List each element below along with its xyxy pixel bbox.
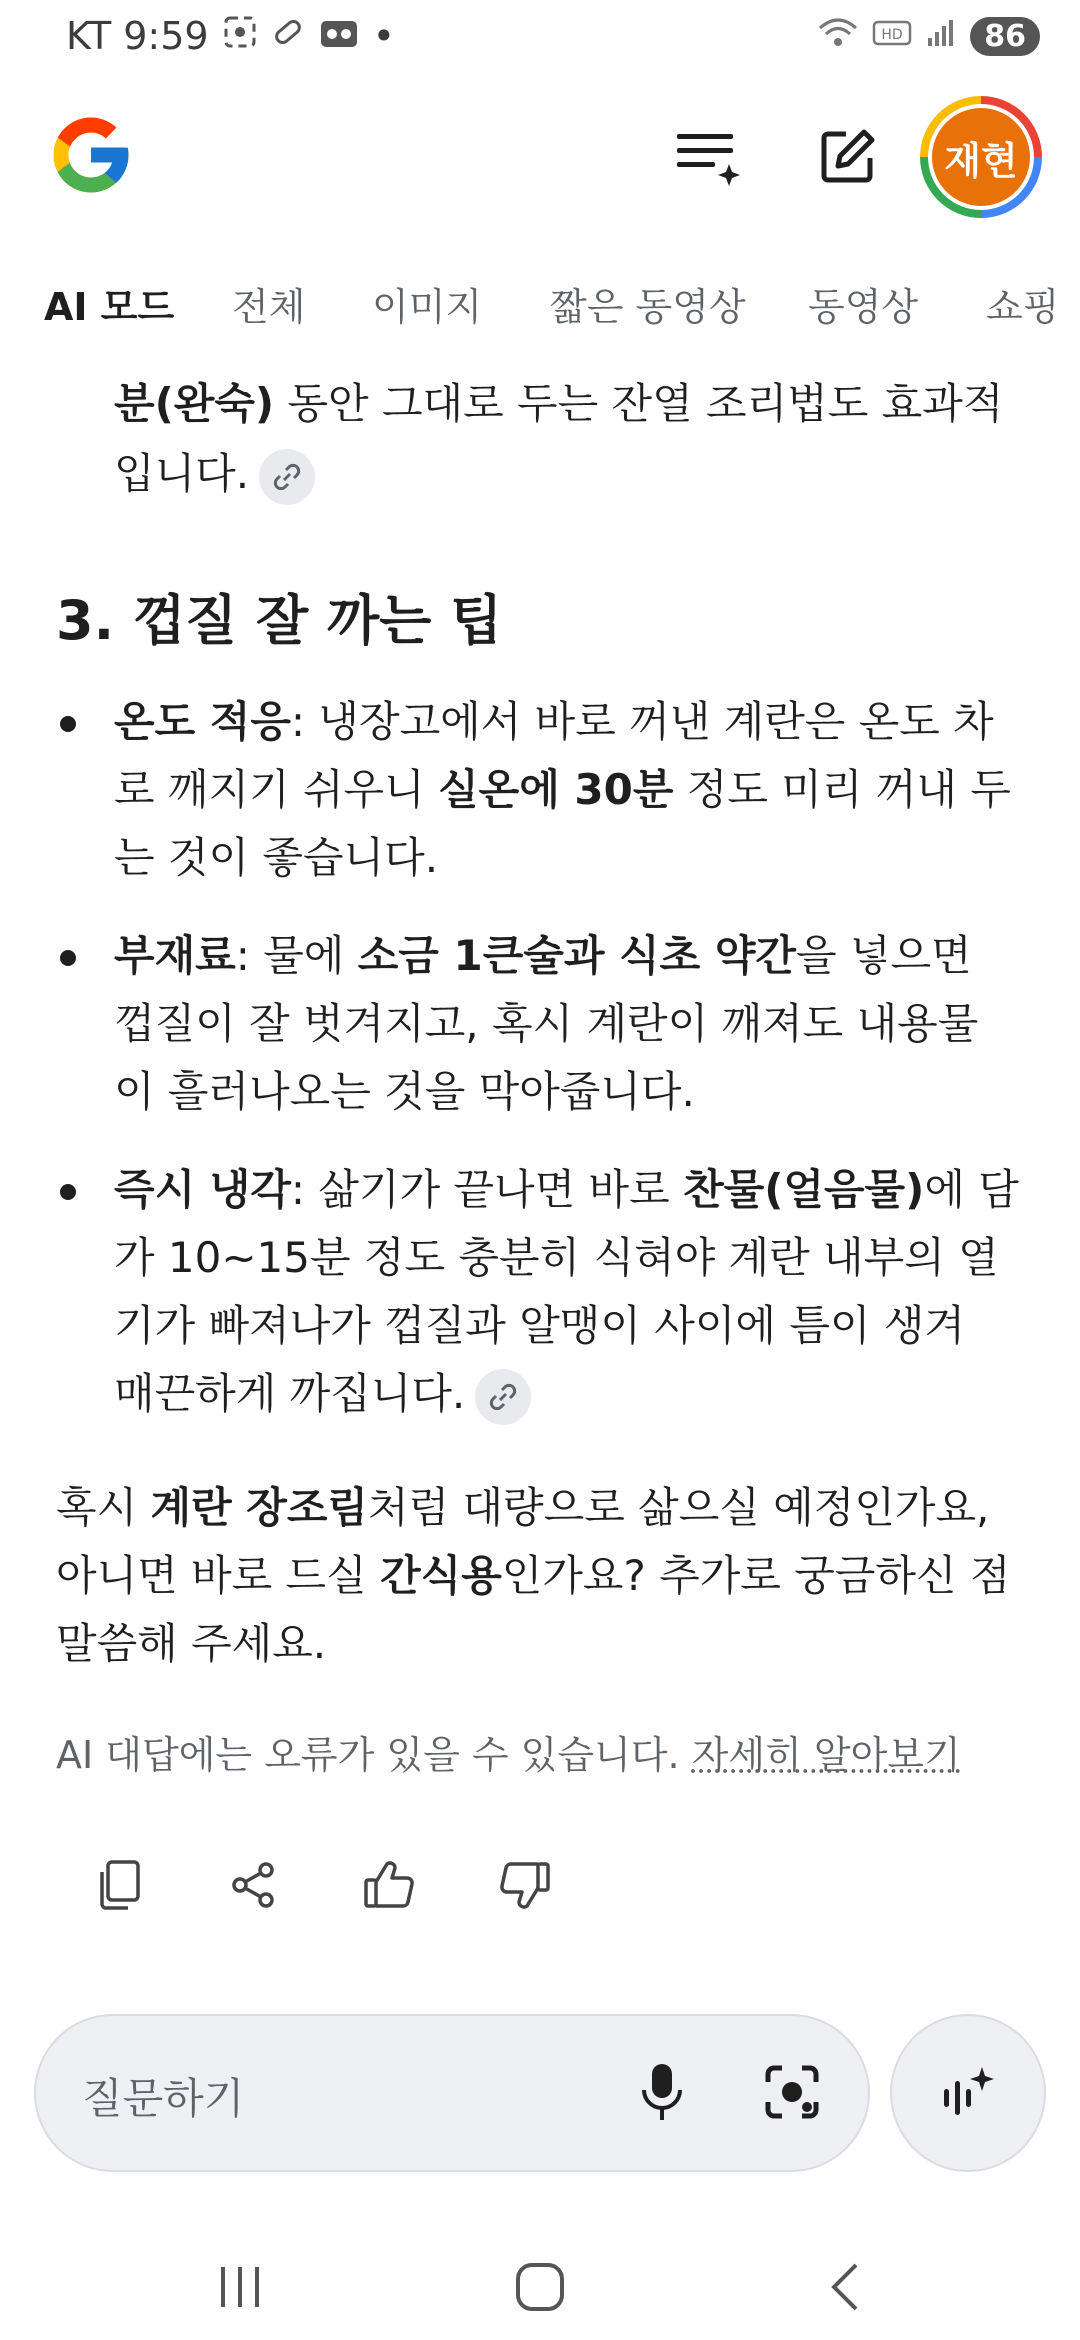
edit-icon — [818, 126, 878, 186]
thumbs-up-icon — [363, 1860, 415, 1910]
closing-line-1 — [56, 1474, 989, 1542]
sparkle-waveform-icon — [938, 2063, 998, 2123]
section-heading: 3. 껍질 잘 까는 팁 — [56, 589, 503, 652]
bullet-bold: 찬물(얼음물) — [683, 1165, 925, 1214]
closing-text: 인가요? 추가로 궁금하신 점 — [501, 1551, 1011, 1600]
bullet-3-line-4 — [114, 1360, 531, 1428]
share-button[interactable] — [218, 1850, 288, 1920]
closing-line-3 — [56, 1610, 326, 1678]
disclaimer-text: AI 대답에는 오류가 있을 수 있습니다. — [56, 1733, 692, 1777]
closing-text: 처럼 대량으로 삶으실 예정인가요, — [367, 1483, 990, 1532]
intro-text-2: 입니다. — [114, 449, 250, 498]
bullet-3-line-3 — [114, 1292, 965, 1360]
history-button[interactable] — [672, 120, 744, 192]
status-right — [818, 16, 1040, 57]
closing-text: 말씀해 주세요. — [56, 1619, 327, 1668]
bullet-text: 가 10~15분 정도 충분히 식혀야 계란 내부의 열 — [114, 1233, 999, 1282]
wifi-icon — [818, 16, 858, 57]
bullet-text: : 물에 — [235, 931, 358, 980]
answer-actions — [0, 1850, 1080, 1930]
bullet-marker — [60, 1184, 76, 1200]
bullet-text: 껍질이 잘 벗겨지고, 혹시 계란이 깨져도 내용물 — [114, 999, 979, 1048]
bullet-marker — [60, 716, 76, 732]
thumbs-up-button[interactable] — [354, 1850, 424, 1920]
source-link-button[interactable] — [475, 1369, 531, 1425]
lens-button[interactable] — [756, 2056, 828, 2128]
search-tabs — [0, 268, 1080, 338]
tab-ai-mode[interactable]: AI 모드 — [44, 285, 175, 329]
bullet-1-line-3 — [114, 824, 438, 892]
bullet-text: : 냉장고에서 바로 꺼낸 계란은 온도 차 — [290, 697, 994, 746]
bullet-text: 이 흘러나오는 것을 막아줍니다. — [114, 1067, 695, 1116]
back-icon — [826, 2261, 866, 2313]
intro-line-2 — [114, 440, 315, 508]
copy-button[interactable] — [84, 1850, 154, 1920]
bullet-text: : 삶기가 끝나면 바로 — [290, 1165, 684, 1214]
notification-dot: • — [372, 14, 396, 58]
account-avatar-button[interactable] — [920, 96, 1042, 218]
tab-videos[interactable]: 동영상 — [808, 285, 919, 329]
bullet-2-line-1 — [114, 922, 972, 990]
camera-lens-icon — [764, 2064, 820, 2120]
closing-line-2 — [56, 1542, 1010, 1610]
thumbs-down-icon — [499, 1860, 551, 1910]
carrier-time: KT 9:59 — [66, 14, 209, 58]
ask-input[interactable]: 질문하기 — [82, 2074, 245, 2123]
voice-input-button[interactable] — [626, 2056, 698, 2128]
new-chat-button[interactable] — [812, 120, 884, 192]
intro-bold: 분(완숙) — [114, 379, 275, 428]
link-icon — [488, 1382, 518, 1412]
thumbs-down-button[interactable] — [490, 1850, 560, 1920]
bullet-text: 기가 빠져나가 껍질과 알맹이 사이에 틈이 생겨 — [114, 1301, 965, 1350]
home-icon — [514, 2261, 566, 2313]
back-button[interactable] — [806, 2252, 886, 2322]
status-bar — [0, 0, 1080, 84]
bullet-text: 에 담 — [924, 1165, 1019, 1214]
recent-apps-button[interactable] — [200, 2252, 280, 2322]
ask-input-bar[interactable] — [34, 2014, 870, 2172]
bullet-text: 정도 미리 꺼내 두 — [673, 765, 1011, 814]
screenshot-icon — [223, 14, 257, 58]
bullet-term: 즉시 냉각 — [114, 1165, 291, 1214]
ai-disclaimer — [56, 1724, 961, 1779]
intro-line-1 — [114, 370, 1003, 438]
bullet-term: 부재료 — [114, 931, 236, 980]
battery-indicator: 86 — [970, 17, 1040, 56]
system-nav-bar — [0, 2230, 1080, 2340]
voicemail-icon — [319, 14, 359, 58]
tab-shopping[interactable]: 쇼핑 — [986, 285, 1060, 329]
bullet-marker — [60, 950, 76, 966]
closing-bold: 계란 장조림 — [150, 1483, 368, 1532]
bullet-text: 로 깨지기 쉬우니 — [114, 765, 439, 814]
bullet-3-line-1 — [114, 1156, 1019, 1224]
google-logo[interactable] — [46, 110, 136, 200]
tab-short-videos[interactable]: 짧은 동영상 — [550, 285, 746, 329]
list-sparkle-icon — [675, 126, 741, 186]
bullet-3-line-2 — [114, 1224, 999, 1292]
intro-text: 동안 그대로 두는 잔열 조리법도 효과적 — [274, 379, 1004, 428]
bullet-2-line-2 — [114, 990, 978, 1058]
source-link-button[interactable] — [259, 449, 315, 505]
bullet-bold: 실온에 30분 — [438, 765, 674, 814]
bullet-text: 매끈하게 까집니다. — [114, 1369, 466, 1418]
recents-icon — [215, 2265, 265, 2309]
mic-icon — [640, 2062, 684, 2122]
bullet-text: 을 넣으면 — [795, 931, 972, 980]
google-g-icon — [46, 110, 136, 200]
bullet-bold: 소금 1큰술과 식초 약간 — [357, 931, 796, 980]
home-button[interactable] — [500, 2252, 580, 2322]
share-icon — [228, 1860, 278, 1910]
tab-all[interactable]: 전체 — [232, 285, 306, 329]
svg-text:HD: HD — [881, 27, 903, 43]
bullet-term: 온도 적응 — [114, 697, 291, 746]
avatar: 재현 — [928, 104, 1034, 210]
bullet-1-line-2 — [114, 756, 1011, 824]
status-left — [66, 14, 395, 58]
bullet-2-line-3 — [114, 1058, 695, 1126]
closing-bold: 간식용 — [380, 1551, 502, 1600]
learn-more-link[interactable]: 자세히 알아보기 — [691, 1733, 961, 1777]
tab-images[interactable]: 이미지 — [372, 285, 483, 329]
pill-icon — [271, 14, 305, 58]
closing-text: 혹시 — [56, 1483, 151, 1532]
bullet-1-line-1 — [114, 688, 994, 756]
live-voice-button[interactable] — [890, 2014, 1046, 2172]
copy-icon — [94, 1858, 144, 1912]
signal-icon — [926, 18, 956, 55]
hd-icon — [872, 18, 912, 55]
link-icon — [272, 462, 302, 492]
closing-text: 아니면 바로 드실 — [56, 1551, 381, 1600]
bullet-text: 는 것이 좋습니다. — [114, 833, 439, 882]
